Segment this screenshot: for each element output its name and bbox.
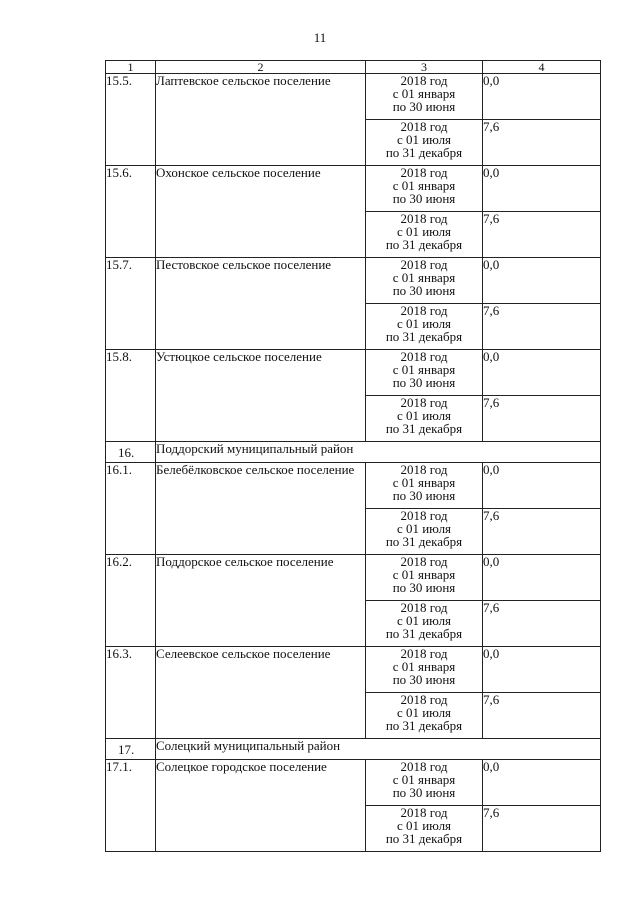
page-number: 11	[313, 30, 327, 45]
value-cell: 7,6	[483, 304, 601, 350]
period-line: по 30 июня	[392, 191, 456, 206]
value-cell: 7,6	[483, 806, 601, 852]
period-line: 2018 год	[400, 600, 448, 615]
settlement-name: Белебёлковское сельское поселение	[156, 463, 366, 555]
value-cell: 7,6	[483, 396, 601, 442]
period-cell	[366, 509, 483, 555]
table-row	[106, 555, 601, 601]
table-row	[106, 166, 601, 212]
period-cell	[366, 74, 483, 120]
value-cell: 7,6	[483, 212, 601, 258]
period-cell	[366, 120, 483, 166]
period-line: с 01 июля	[396, 705, 452, 720]
section-title: Солецкий муниципальный район	[156, 739, 601, 760]
period-line: с 01 июля	[396, 818, 452, 833]
period-cell	[366, 258, 483, 304]
period-line: по 30 июня	[392, 785, 456, 800]
value-cell: 7,6	[483, 693, 601, 739]
period-cell	[366, 212, 483, 258]
value-cell: 7,6	[483, 509, 601, 555]
period-line: с 01 июля	[396, 224, 452, 239]
period-line: 2018 год	[400, 759, 448, 774]
header-cell-3: 3	[366, 61, 483, 74]
value-cell: 0,0	[483, 74, 601, 120]
period-line: с 01 января	[392, 567, 456, 582]
value-cell: 7,6	[483, 601, 601, 647]
period-line: 2018 год	[400, 462, 448, 477]
settlement-name: Охонское сельское поселение	[156, 166, 366, 258]
row-number: 16.1.	[106, 463, 156, 555]
period-line: по 31 декабря	[385, 626, 463, 641]
period-cell	[366, 463, 483, 509]
header-row	[106, 61, 601, 74]
period-line: 2018 год	[400, 211, 448, 226]
period-line: по 31 декабря	[385, 421, 463, 436]
tariff-table	[105, 60, 601, 852]
table-row	[106, 258, 601, 304]
table-row	[106, 74, 601, 120]
period-cell	[366, 806, 483, 852]
period-line: 2018 год	[400, 349, 448, 364]
value-cell: 0,0	[483, 647, 601, 693]
table-row	[106, 463, 601, 509]
value-cell: 7,6	[483, 120, 601, 166]
row-number: 17.1.	[106, 760, 156, 852]
period-line: 2018 год	[400, 257, 448, 272]
period-line: 2018 год	[400, 395, 448, 410]
period-line: с 01 июля	[396, 316, 452, 331]
period-line: по 31 декабря	[385, 718, 463, 733]
section-number: 17.	[106, 739, 156, 760]
period-line: с 01 января	[392, 362, 456, 377]
settlement-name: Пестовское сельское поселение	[156, 258, 366, 350]
row-number: 15.8.	[106, 350, 156, 442]
value-cell: 0,0	[483, 555, 601, 601]
period-cell	[366, 760, 483, 806]
header-cell-2: 2	[156, 61, 366, 74]
table-row	[106, 760, 601, 806]
table-row	[106, 350, 601, 396]
period-line: 2018 год	[400, 73, 448, 88]
period-line: 2018 год	[400, 805, 448, 820]
row-number: 15.6.	[106, 166, 156, 258]
settlement-name: Поддорское сельское поселение	[156, 555, 366, 647]
period-line: с 01 января	[392, 86, 456, 101]
period-cell	[366, 647, 483, 693]
settlement-name: Селеевское сельское поселение	[156, 647, 366, 739]
period-line: по 31 декабря	[385, 145, 463, 160]
header-cell-4: 4	[483, 61, 601, 74]
period-line: с 01 января	[392, 772, 456, 787]
row-number: 16.2.	[106, 555, 156, 647]
period-line: по 31 декабря	[385, 237, 463, 252]
value-cell: 0,0	[483, 463, 601, 509]
period-line: по 30 июня	[392, 375, 456, 390]
period-line: по 31 декабря	[385, 534, 463, 549]
settlement-name: Лаптевское сельское поселение	[156, 74, 366, 166]
period-cell	[366, 601, 483, 647]
period-cell	[366, 166, 483, 212]
period-cell	[366, 693, 483, 739]
table-row	[106, 647, 601, 693]
period-line: 2018 год	[400, 165, 448, 180]
period-line: 2018 год	[400, 508, 448, 523]
period-cell	[366, 304, 483, 350]
period-line: по 31 декабря	[385, 329, 463, 344]
row-number: 16.3.	[106, 647, 156, 739]
row-number: 15.7.	[106, 258, 156, 350]
period-line: с 01 января	[392, 270, 456, 285]
settlement-name: Устюцкое сельское поселение	[156, 350, 366, 442]
period-line: по 30 июня	[392, 488, 456, 503]
section-row	[106, 442, 601, 463]
period-line: 2018 год	[400, 303, 448, 318]
section-title: Поддорский муниципальный район	[156, 442, 601, 463]
tariff-table-body	[106, 61, 601, 852]
period-cell	[366, 350, 483, 396]
settlement-name: Солецкое городское поселение	[156, 760, 366, 852]
period-line: 2018 год	[400, 554, 448, 569]
period-line: 2018 год	[400, 646, 448, 661]
section-row	[106, 739, 601, 760]
section-number: 16.	[106, 442, 156, 463]
period-line: по 30 июня	[392, 580, 456, 595]
period-line: с 01 января	[392, 475, 456, 490]
value-cell: 0,0	[483, 350, 601, 396]
period-line: с 01 июля	[396, 521, 452, 536]
period-cell	[366, 396, 483, 442]
period-line: с 01 июля	[396, 408, 452, 423]
period-line: с 01 января	[392, 178, 456, 193]
period-line: 2018 год	[400, 692, 448, 707]
value-cell: 0,0	[483, 258, 601, 304]
period-line: с 01 июля	[396, 132, 452, 147]
period-line: с 01 января	[392, 659, 456, 674]
period-line: с 01 июля	[396, 613, 452, 628]
value-cell: 0,0	[483, 760, 601, 806]
period-cell	[366, 555, 483, 601]
period-line: по 30 июня	[392, 283, 456, 298]
value-cell: 0,0	[483, 166, 601, 212]
row-number: 15.5.	[106, 74, 156, 166]
period-line: 2018 год	[400, 119, 448, 134]
period-line: по 30 июня	[392, 672, 456, 687]
header-cell-1: 1	[106, 61, 156, 74]
period-line: по 30 июня	[392, 99, 456, 114]
period-line: по 31 декабря	[385, 831, 463, 846]
